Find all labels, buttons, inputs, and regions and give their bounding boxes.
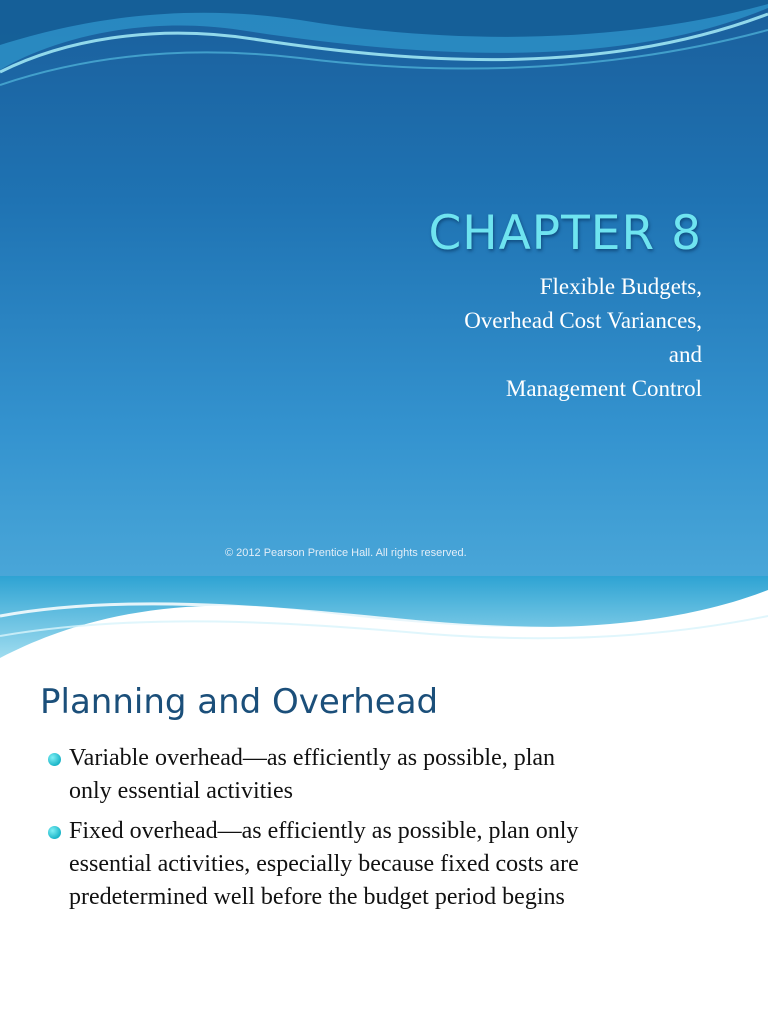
wave-decoration bbox=[0, 0, 768, 110]
subtitle-line: Flexible Budgets, bbox=[539, 274, 702, 299]
bullet-line: essential activities, especially because fixed costs are bbox=[69, 851, 579, 877]
wave-decoration bbox=[0, 576, 768, 666]
copyright-notice: © 2012 Pearson Prentice Hall. All rights reserved. bbox=[225, 547, 467, 559]
subtitle-line: Overhead Cost Variances, bbox=[464, 308, 702, 333]
bullet-line: only essential activities bbox=[69, 778, 293, 804]
bullet-line: predetermined well before the budget period begins bbox=[69, 884, 565, 910]
chapter-subtitle bbox=[464, 270, 702, 406]
content-slide bbox=[0, 576, 768, 1024]
bullet-icon bbox=[48, 753, 61, 766]
bullet-list bbox=[48, 742, 748, 921]
subtitle-line: and bbox=[668, 342, 702, 367]
slide-title: Planning and Overhead bbox=[40, 682, 439, 722]
subtitle-line: Management Control bbox=[505, 376, 702, 401]
bullet-item bbox=[48, 815, 748, 914]
bullet-item bbox=[48, 742, 748, 808]
bullet-line: Fixed overhead—as efficiently as possible, plan only bbox=[69, 818, 579, 844]
bullet-icon bbox=[48, 826, 61, 839]
bullet-line: Variable overhead—as efficiently as possible, plan bbox=[69, 745, 556, 771]
chapter-title: CHAPTER 8 bbox=[428, 206, 702, 261]
